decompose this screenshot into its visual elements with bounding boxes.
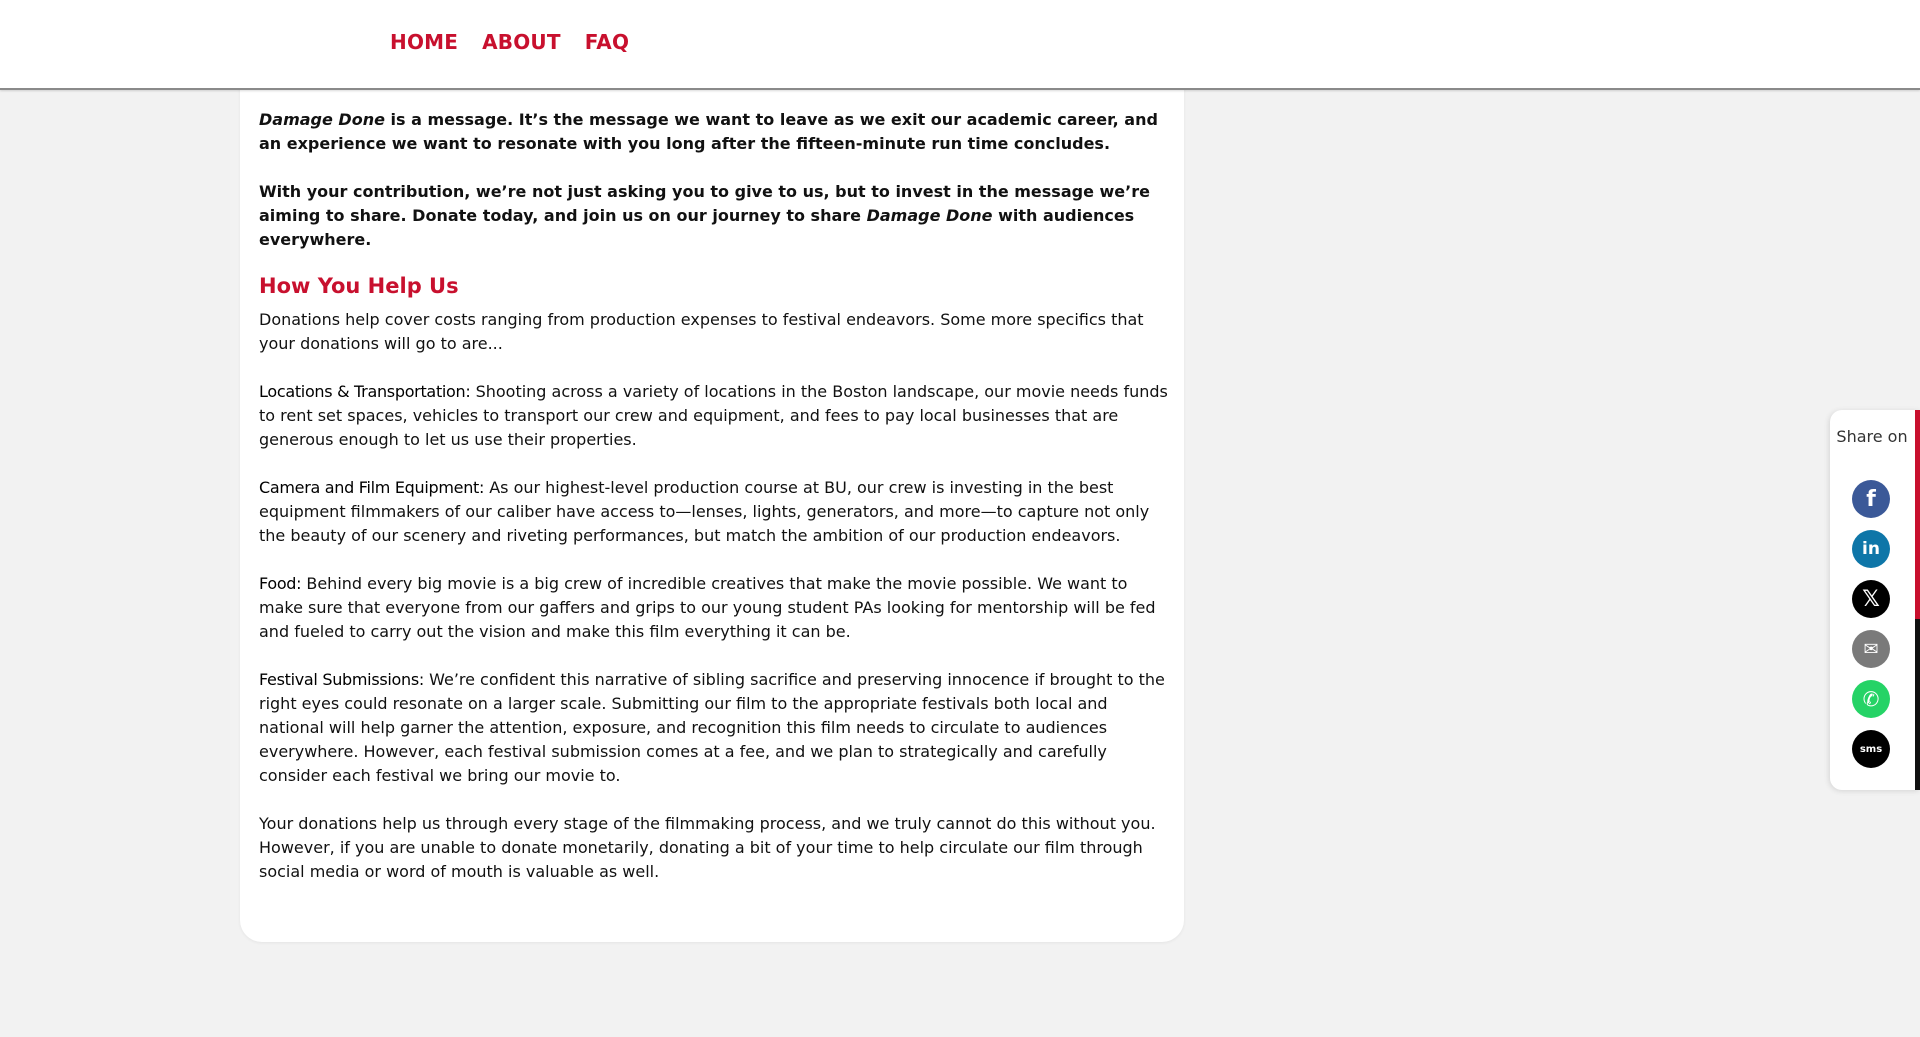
linkedin-icon[interactable]: in	[1852, 530, 1890, 568]
item-paragraph-equipment	[259, 476, 1169, 548]
item-label: Food:	[259, 574, 302, 593]
share-title: Share on	[1836, 427, 1908, 446]
film-title-emphasis: Damage Done	[259, 110, 385, 129]
item-text: We’re confident this narrative of sibling sacrifice and preserving innocence if brought to the right eyes could resonate on a larger scale. Submitting our film to the appropriate festivals both local and national will help garner the attention, exposure, and recognition this film needs to circulate to audiences everywhere. However, each festival submission comes at a fee, and we plan to strategically and carefully consider each festival we bring our movie to.	[259, 670, 1165, 785]
item-paragraph-festivals	[259, 668, 1169, 788]
top-navigation-bar	[0, 0, 1920, 90]
sms-icon[interactable]: sms	[1852, 730, 1890, 768]
intro-paragraph-2-text-after: with audiences everywhere.	[259, 206, 1135, 249]
facebook-icon[interactable]: f	[1852, 480, 1890, 518]
story-content	[259, 108, 1169, 908]
whatsapp-icon[interactable]: ✆	[1852, 680, 1890, 718]
main-nav	[390, 30, 629, 54]
item-label: Locations & Transportation:	[259, 382, 471, 401]
item-text: Shooting across a variety of locations in the Boston landscape, our movie needs funds to rent set spaces, vehicles to transport our crew and equipment, and fees to pay local businesses that are generous enough to let us use their properties.	[259, 382, 1168, 449]
item-text: Behind every big movie is a big crew of incredible creatives that make the movie possible. We want to make sure that everyone from our gaffers and grips to our young student PAs looking for mentorship will be fed and fueled to carry out the vision and make this film everything it can be.	[259, 574, 1156, 641]
nav-about-link[interactable]: ABOUT	[482, 30, 561, 54]
section-heading: How You Help Us	[259, 274, 459, 298]
story-card	[240, 76, 1184, 942]
item-paragraph-food	[259, 572, 1169, 644]
item-label: Camera and Film Equipment:	[259, 478, 485, 497]
lead-paragraph: Donations help cover costs ranging from production expenses to festival endeavors. Some more specifics that your donations will go to are...	[259, 310, 1144, 353]
item-paragraph-locations	[259, 380, 1169, 452]
nav-faq-link[interactable]: FAQ	[584, 30, 630, 54]
nav-home-link[interactable]: HOME	[390, 30, 459, 54]
intro-paragraph-1-text: is a message. It’s the message we want to leave as we exit our academic career, and an experience we want to resonate with you long after the fifteen-minute run time concludes.	[259, 110, 1158, 153]
intro-paragraph-2-text-before: With your contribution, we’re not just asking you to give to us, but to invest in the message we’re aiming to share. Donate today, and join us on our journey to share	[259, 182, 1150, 225]
item-text: As our highest-level production course at BU, our crew is investing in the best equipment filmmakers of our caliber have access to—lenses, lights, generators, and more—to capture not only the beauty of our scenery and riveting performances, but match the ambition of our production endeavors.	[259, 478, 1150, 545]
x-icon[interactable]: 𝕏	[1852, 580, 1890, 618]
closing-paragraph: Your donations help us through every stage of the filmmaking process, and we truly cannot do this without you. However, if you are unable to donate monetarily, donating a bit of your time to help circulate our film through social media or word of mouth is valuable as well.	[259, 814, 1156, 881]
intro-paragraph-1	[259, 108, 1169, 156]
share-panel	[1830, 410, 1920, 790]
email-icon[interactable]: ✉	[1852, 630, 1890, 668]
share-panel-accent-bar	[1915, 410, 1920, 790]
intro-paragraph-2	[259, 180, 1169, 252]
item-label: Festival Submissions:	[259, 670, 424, 689]
film-title-emphasis: Damage Done	[866, 206, 993, 225]
